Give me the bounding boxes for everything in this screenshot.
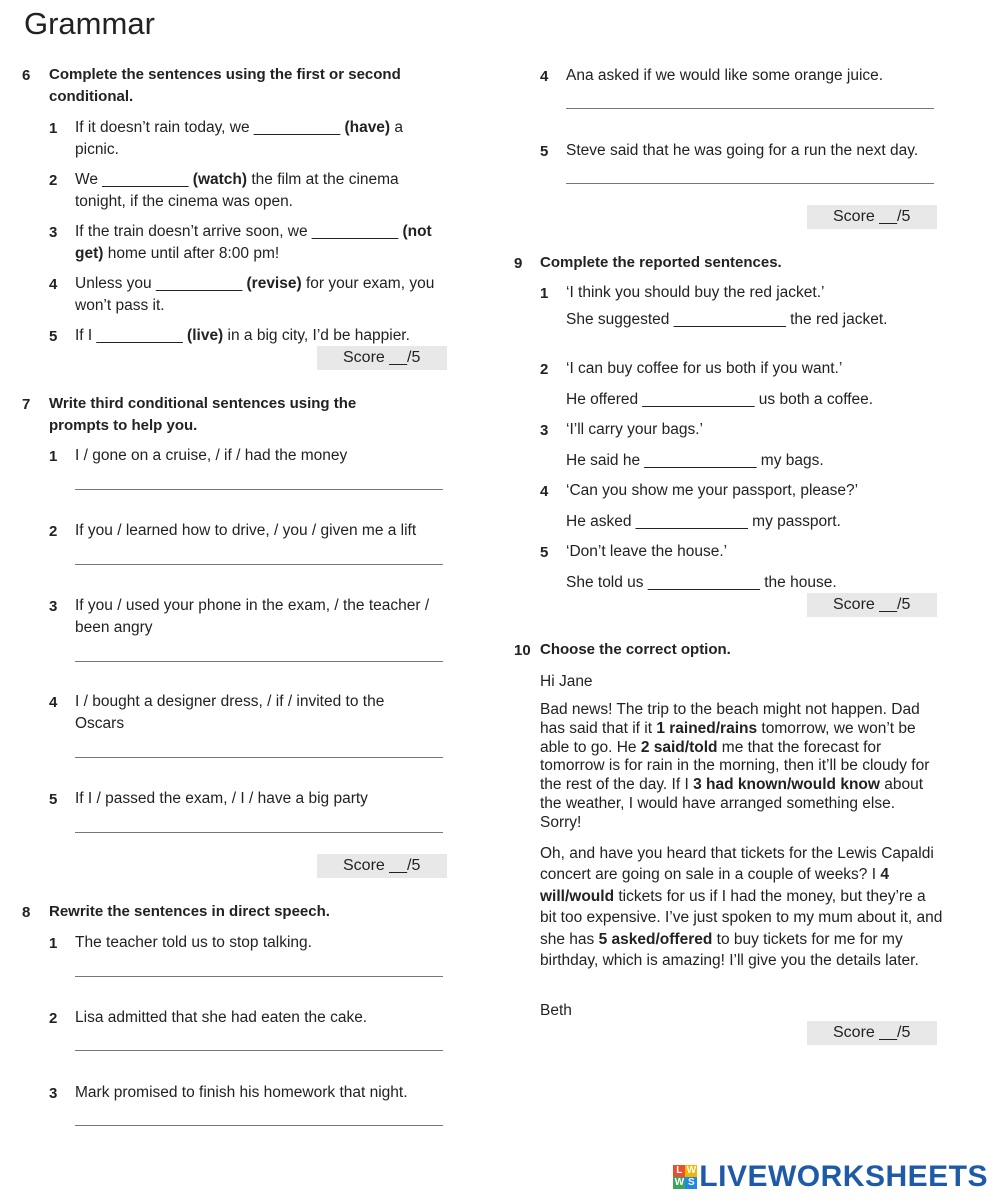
s6-item-3: If the train doesn’t arrive soon, we __________ (not get) home until after 8:00 pm! (75, 223, 432, 262)
s6-item-2-number: 2 (49, 172, 58, 189)
s9-item-2-number: 2 (540, 361, 549, 378)
s7-answer-line-1[interactable] (75, 489, 443, 490)
s9-item-3-number: 3 (540, 422, 549, 439)
s8-item-4-number: 4 (540, 68, 549, 85)
s9-item-2-report: He offered _____________ us both a coffee. (566, 391, 874, 408)
s8-answer-line-4[interactable] (566, 108, 934, 109)
s8-item-5: Steve said that he was going for a run the next day. (566, 142, 919, 159)
option-1[interactable]: 1 rained/rains (656, 719, 758, 737)
option-3[interactable]: 3 had known/would know (693, 776, 880, 794)
s8-item-1: The teacher told us to stop talking. (75, 934, 312, 951)
s6-item-5: If I __________ (live) in a big city, I’d be happier. (75, 327, 410, 344)
s8-item-2: Lisa admitted that she had eaten the cake. (75, 1009, 368, 1026)
s7-item-2-number: 2 (49, 523, 58, 540)
s6-item-2: We __________ (watch) the film at the cinema tonight, if the cinema was open. (75, 171, 399, 210)
letter-signoff: Beth (540, 1002, 572, 1019)
s8-item-3-number: 3 (49, 1085, 58, 1102)
section-8-score: Score __/5 (807, 205, 937, 229)
s7-item-5: If I / passed the exam, / I / have a big party (75, 790, 368, 807)
section-10-heading: Choose the correct option. (540, 641, 731, 658)
page-title: Grammar (24, 6, 155, 41)
section-10-score: Score __/5 (807, 1021, 937, 1045)
s9-item-1-quote: ‘I think you should buy the red jacket.’ (566, 284, 825, 301)
letter-greeting: Hi Jane (540, 673, 593, 690)
s8-item-5-number: 5 (540, 143, 549, 160)
s8-item-3: Mark promised to finish his homework that night. (75, 1084, 408, 1101)
s7-answer-line-3[interactable] (75, 661, 443, 662)
s9-item-1-report: She suggested _____________ the red jacket. (566, 311, 888, 328)
s6-item-1-number: 1 (49, 120, 58, 137)
section-8-number: 8 (22, 904, 31, 921)
s7-answer-line-5[interactable] (75, 832, 443, 833)
section-6-number: 6 (22, 67, 31, 84)
letter-paragraph-1: Bad news! The trip to the beach might not happen. Dad has said that if it 1 rained/rains tomorrow, we won’t be able to go. He 2 said/told me that the forecast for tomorrow is for rain in the morning, then it’ll be cloudy for the rest of the day. If I 3 had known/would know about the weather, I would have arranged something else. Sorry! (540, 701, 930, 831)
s7-item-5-number: 5 (49, 791, 58, 808)
option-2[interactable]: 2 said/told (640, 738, 718, 756)
s6-item-4-number: 4 (49, 276, 58, 293)
section-10-number: 10 (514, 642, 531, 659)
liveworksheets-logo-icon: L W W S (674, 1165, 697, 1188)
section-7-number: 7 (22, 396, 31, 413)
section-9-number: 9 (514, 255, 523, 272)
s9-item-5-quote: ‘Don’t leave the house.’ (566, 543, 728, 560)
section-6-score: Score __/5 (317, 346, 447, 370)
s9-item-4-report: He asked _____________ my passport. (566, 513, 841, 530)
s7-answer-line-4[interactable] (75, 757, 443, 758)
s8-item-4: Ana asked if we would like some orange juice. (566, 67, 884, 84)
s9-item-1-number: 1 (540, 285, 549, 302)
s8-answer-line-3[interactable] (75, 1125, 443, 1126)
s6-item-4: Unless you __________ (revise) for your exam, you won’t pass it. (75, 275, 435, 314)
s7-item-3: If you / used your phone in the exam, / the teacher / been angry (75, 597, 430, 636)
section-6-heading: Complete the sentences using the first or second conditional. (49, 66, 401, 105)
section-7-heading: Write third conditional sentences using the prompts to help you. (49, 395, 357, 434)
s7-item-1: I / gone on a cruise, / if / had the money (75, 447, 348, 464)
option-5[interactable]: 5 asked/offered (598, 930, 713, 948)
s6-item-3-number: 3 (49, 224, 58, 241)
s8-item-2-number: 2 (49, 1010, 58, 1027)
s9-item-4-quote: ‘Can you show me your passport, please?’ (566, 482, 859, 499)
s9-item-3-report: He said he _____________ my bags. (566, 452, 824, 469)
liveworksheets-logo (673, 1160, 988, 1194)
letter-paragraph-2: Oh, and have you heard that tickets for the Lewis Capaldi concert are going on sale in a couple of weeks? I 4 will/would tickets for us if I had the money, but they’re a bit too expensive. I’ve just spoken to my mum about it, and she has 5 asked/offered to buy tickets for me for my birthday, which is amazing! I’ll give you the details later. (540, 845, 943, 970)
s8-answer-line-1[interactable] (75, 976, 443, 977)
section-9-score: Score __/5 (807, 593, 937, 617)
s7-item-2: If you / learned how to drive, / you / given me a lift (75, 522, 417, 539)
s9-item-5-report: She told us _____________ the house. (566, 574, 837, 591)
s7-item-4-number: 4 (49, 694, 58, 711)
section-9-heading: Complete the reported sentences. (540, 254, 782, 271)
s7-item-1-number: 1 (49, 448, 58, 465)
section-8-heading: Rewrite the sentences in direct speech. (49, 903, 330, 920)
s9-item-5-number: 5 (540, 544, 549, 561)
s7-item-3-number: 3 (49, 598, 58, 615)
liveworksheets-logo-text: LIVEWORKSHEETS (699, 1160, 988, 1193)
section-7-score: Score __/5 (317, 854, 447, 878)
s7-answer-line-2[interactable] (75, 564, 443, 565)
s8-answer-line-5[interactable] (566, 183, 934, 184)
s8-answer-line-2[interactable] (75, 1050, 443, 1051)
s6-item-5-number: 5 (49, 328, 58, 345)
s9-item-3-quote: ‘I’ll carry your bags.’ (566, 421, 703, 438)
option-4[interactable]: 4 will/would (540, 866, 889, 905)
s7-item-4: I / bought a designer dress, / if / invited to the Oscars (75, 693, 385, 732)
s9-item-4-number: 4 (540, 483, 549, 500)
s9-item-2-quote: ‘I can buy coffee for us both if you want.’ (566, 360, 843, 377)
s6-item-1: If it doesn’t rain today, we __________ (have) a picnic. (75, 119, 404, 158)
s8-item-1-number: 1 (49, 935, 58, 952)
